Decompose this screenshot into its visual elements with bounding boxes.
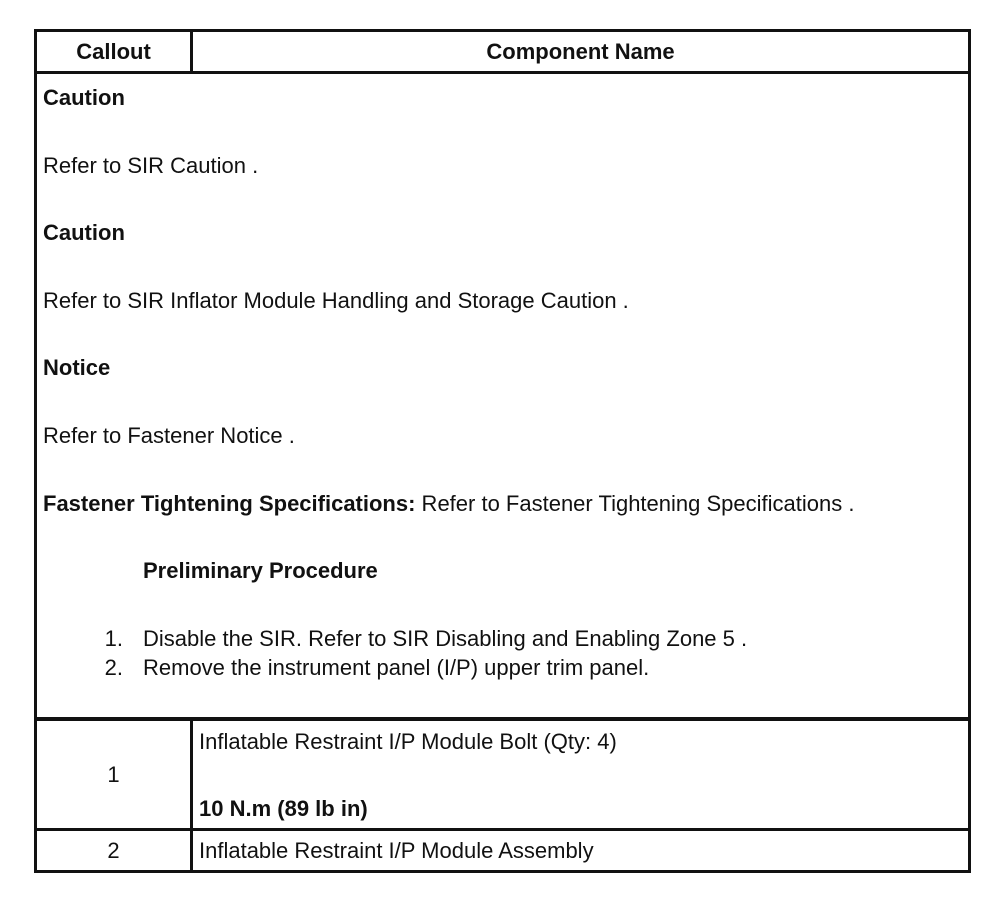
torque-spec: 10 N.m (89 lb in) <box>199 796 368 821</box>
table-header-row <box>37 32 968 74</box>
step-text: Disable the SIR. Refer to SIR Disabling and Enabling Zone 5 . <box>143 626 748 651</box>
column-divider <box>190 831 193 870</box>
column-divider <box>190 721 193 828</box>
step-number: 1. <box>104 626 123 651</box>
fastener-spec-label: Fastener Tightening Specifications: <box>43 491 416 516</box>
table-row <box>37 831 968 870</box>
caution-text: Refer to SIR Caution . <box>43 153 259 178</box>
preliminary-procedure-title: Preliminary Procedure <box>143 558 378 583</box>
component-name: Inflatable Restraint I/P Module Bolt (Qty: 4) <box>199 729 617 754</box>
notes-row <box>37 74 968 721</box>
notice-title: Notice <box>43 355 111 380</box>
callout-number: 1 <box>107 762 120 787</box>
notice-text: Refer to Fastener Notice . <box>43 423 295 448</box>
table-row <box>37 721 968 831</box>
callout-number: 2 <box>107 838 120 863</box>
component-name: Inflatable Restraint I/P Module Assembly <box>199 838 594 863</box>
caution-title: Caution <box>43 220 125 245</box>
header-component-name: Component Name <box>486 39 675 64</box>
fastener-spec-line <box>43 490 854 518</box>
step-number: 2. <box>104 655 123 680</box>
step-text: Remove the instrument panel (I/P) upper trim panel. <box>143 655 650 680</box>
component-table <box>34 29 971 873</box>
header-callout: Callout <box>76 39 151 64</box>
caution-text: Refer to SIR Inflator Module Handling and Storage Caution . <box>43 288 629 313</box>
caution-title: Caution <box>43 85 125 110</box>
fastener-spec-text: Refer to Fastener Tightening Specifications . <box>415 491 855 516</box>
